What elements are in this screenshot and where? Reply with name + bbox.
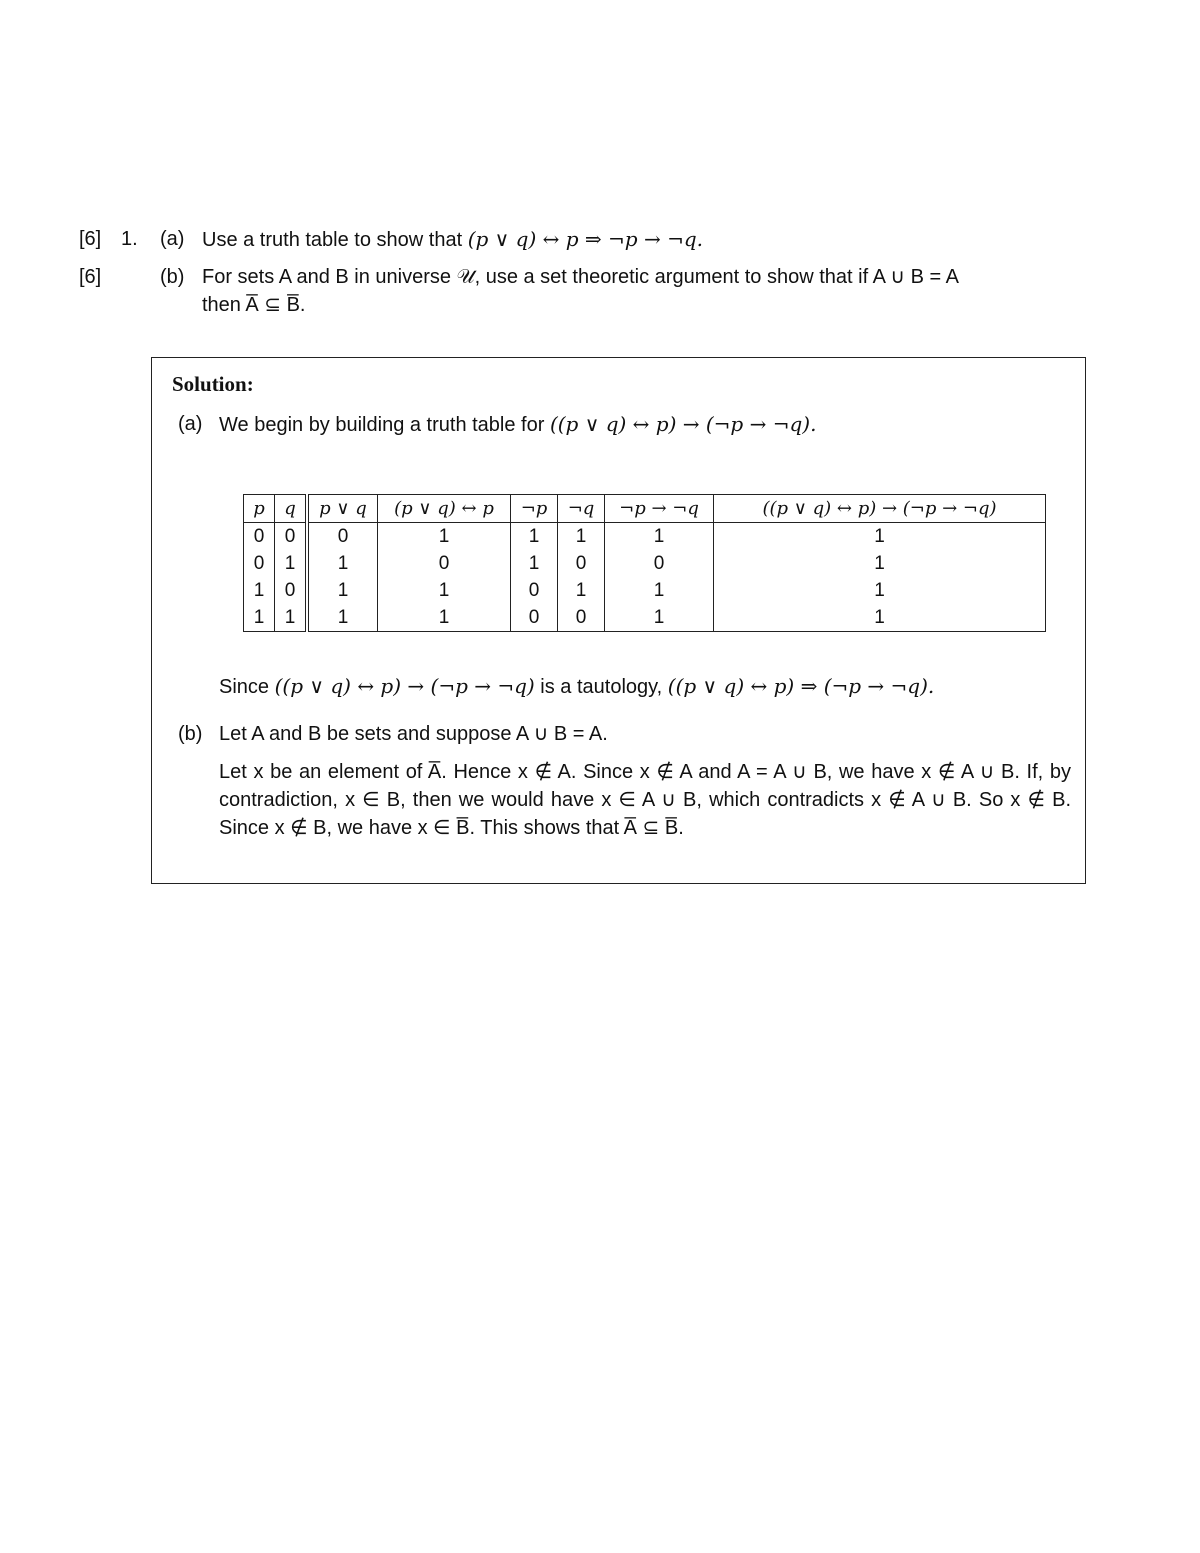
header-biconditional: (p ∨ q) ↔ p (378, 495, 511, 523)
solution-b-intro: Let A and B be sets and suppose A ∪ B = A. (219, 723, 608, 745)
conclusion-formula-2: ((p ∨ q) ↔ p) ⇒ (¬p → ¬q). (667, 674, 935, 698)
table-cell: 1 (244, 577, 275, 604)
conclusion-since: Since (219, 676, 270, 698)
table-row (244, 550, 1046, 577)
solution-box (151, 357, 1086, 884)
question-b-label: (b) (160, 266, 185, 288)
table-cell: 1 (511, 523, 558, 551)
table-cell: 0 (275, 577, 308, 604)
table-cell: 0 (378, 550, 511, 577)
table-cell: 1 (558, 577, 605, 604)
solution-a-label: (a) (178, 413, 203, 435)
table-cell: 1 (307, 604, 378, 632)
table-cell: 0 (307, 523, 378, 551)
table-cell: 1 (378, 523, 511, 551)
table-cell: 1 (558, 523, 605, 551)
question-a-text (202, 225, 703, 254)
question-number: 1. (121, 228, 138, 250)
table-cell: 0 (558, 604, 605, 632)
question-a-label: (a) (160, 228, 185, 250)
table-cell: 1 (275, 550, 308, 577)
conclusion-tautology: is a tautology, (540, 676, 663, 698)
header-not-q: ¬q (558, 495, 605, 523)
conclusion-formula-1: ((p ∨ q) ↔ p) → (¬p → ¬q) (274, 674, 535, 698)
header-implication: ¬p → ¬q (605, 495, 714, 523)
solution-b-proof: Let x be an element of A̅. Hence x ∉ A. Since x ∉ A and A = A ∪ B, we have x ∉ A ∪ B. If, by contradiction, x ∈ B, then we would have x ∈ A ∪ B, which contradicts x ∉ A ∪ B. So x ∉ B. Since x ∉ B, we have x ∈ B̅. This shows that A̅ ⊆ B̅. (219, 761, 1071, 839)
question-a-marks: [6] (79, 228, 102, 250)
table-cell: 0 (558, 550, 605, 577)
table-row (244, 577, 1046, 604)
solution-b-label: (b) (178, 723, 203, 745)
table-cell: 0 (511, 577, 558, 604)
question-a-text-words: Use a truth table to show that (202, 229, 463, 251)
table-cell: 1 (244, 604, 275, 632)
solution-a-intro (219, 410, 816, 439)
solution-a-conclusion (219, 672, 934, 701)
question-b-marks: [6] (79, 266, 102, 288)
header-p: p (244, 495, 275, 523)
solution-a-intro-text: We begin by building a truth table for (219, 414, 545, 436)
question-b-text-line-2: then A̅ ⊆ B̅. (202, 294, 306, 316)
table-cell: 1 (605, 523, 714, 551)
table-cell: 1 (307, 577, 378, 604)
table-cell: 1 (307, 550, 378, 577)
table-cell: 0 (605, 550, 714, 577)
table-cell: 1 (275, 604, 308, 632)
table-cell: 1 (714, 550, 1046, 577)
table-cell: 1 (378, 577, 511, 604)
table-cell: 1 (714, 577, 1046, 604)
header-p-or-q: p ∨ q (307, 495, 378, 523)
header-q: q (275, 495, 308, 523)
table-cell: 1 (605, 577, 714, 604)
table-row (244, 604, 1046, 632)
table-cell: 1 (378, 604, 511, 632)
question-a-formula: (p ∨ q) ↔ p ⇒ ¬p → ¬q. (467, 227, 703, 251)
table-cell: 0 (244, 550, 275, 577)
header-not-p: ¬p (511, 495, 558, 523)
table-cell: 0 (511, 604, 558, 632)
question-b-text-line-1: For sets A and B in universe 𝒰, use a set theoretic argument to show that if A ∪ B = A (202, 266, 959, 288)
truth-table-header-row (244, 495, 1046, 523)
table-cell: 1 (714, 604, 1046, 632)
solution-a-intro-formula: ((p ∨ q) ↔ p) → (¬p → ¬q). (549, 412, 817, 436)
solution-title: Solution: (172, 372, 254, 396)
table-cell: 0 (244, 523, 275, 551)
table-cell: 1 (714, 523, 1046, 551)
header-full-formula: ((p ∨ q) ↔ p) → (¬p → ¬q) (714, 495, 1046, 523)
table-row (244, 523, 1046, 551)
table-cell: 1 (605, 604, 714, 632)
table-cell: 1 (511, 550, 558, 577)
truth-table (243, 494, 1046, 632)
table-cell: 0 (275, 523, 308, 551)
